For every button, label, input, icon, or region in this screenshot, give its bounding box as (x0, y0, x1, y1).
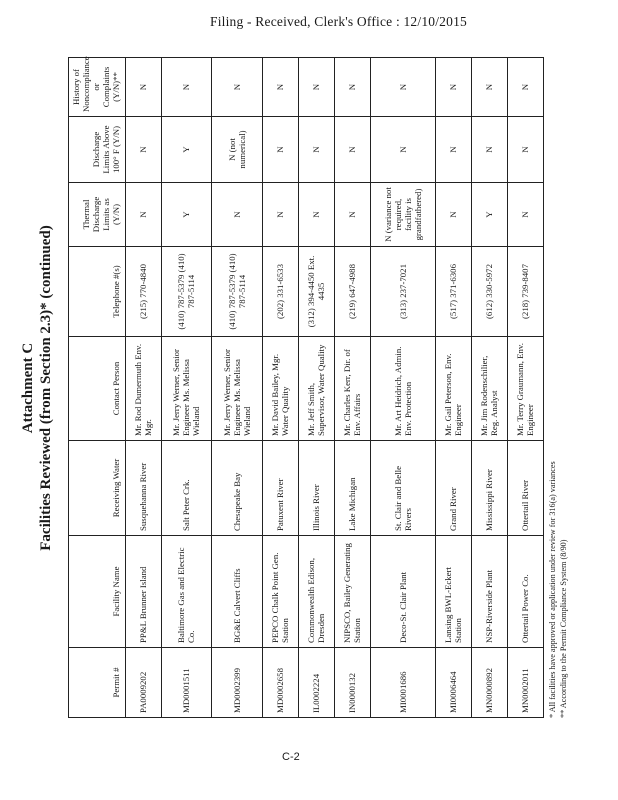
cell-facility: Ottertail Power Co. (507, 536, 543, 648)
cell-phone: (202) 331-6533 (262, 247, 298, 337)
attachment-subtitle: Facilities Reviewed (from Section 2.3)* (continued) (38, 225, 54, 551)
cell-history: N (298, 58, 334, 117)
cell-water: Grand River (435, 441, 471, 536)
cell-permit: MD0002658 (262, 648, 298, 718)
col-contact: Contact Person (69, 337, 126, 441)
table-row (262, 58, 298, 718)
cell-water: Susquehanna River (125, 441, 161, 536)
footnotes (548, 58, 569, 718)
cell-limits: N (125, 117, 161, 183)
cell-history: N (370, 58, 435, 117)
col-history: History of Noncompliance or Complaints (Y/N)** (69, 58, 126, 117)
cell-thermal: N (507, 183, 543, 247)
attachment-title: Attachment C (20, 342, 36, 434)
cell-history: N (161, 58, 212, 117)
cell-permit: MI0006464 (435, 648, 471, 718)
cell-limits: N (not numerical) (212, 117, 263, 183)
cell-permit: MN0002011 (507, 648, 543, 718)
cell-thermal: N (variance not required, facility is grandfathered) (370, 183, 435, 247)
facilities-table (68, 57, 544, 718)
table-row (298, 58, 334, 718)
cell-history: N (471, 58, 507, 117)
cell-facility: BG&E Calvert Cliffs (212, 536, 263, 648)
cell-limits: N (435, 117, 471, 183)
cell-thermal: N (125, 183, 161, 247)
cell-permit: IN0000132 (334, 648, 370, 718)
cell-phone: (612) 330-5972 (471, 247, 507, 337)
table-row (471, 58, 507, 718)
col-thermal: Thermal Discharge Limits as (Y/N) (69, 183, 126, 247)
filing-header: Filing - Received, Clerk's Office : 12/10/2015 (210, 14, 467, 29)
cell-water: Illinois River (298, 441, 334, 536)
cell-history: N (212, 58, 263, 117)
cell-thermal: Y (161, 183, 212, 247)
cell-water: Lake Michigan (334, 441, 370, 536)
cell-limits: N (262, 117, 298, 183)
cell-water: Patuxent River (262, 441, 298, 536)
cell-history: N (435, 58, 471, 117)
col-permit: Permit # (69, 648, 126, 718)
cell-facility: Commonwealth Edison, Dresden (298, 536, 334, 648)
cell-permit: IL0002224 (298, 648, 334, 718)
cell-thermal: N (435, 183, 471, 247)
cell-history: N (125, 58, 161, 117)
cell-permit: PA0009202 (125, 648, 161, 718)
cell-facility: NIPSCO, Bailey Generating Station (334, 536, 370, 648)
cell-limits: Y (161, 117, 212, 183)
cell-water: Salt Peter Crk. (161, 441, 212, 536)
cell-permit: MN0000892 (471, 648, 507, 718)
cell-thermal: N (298, 183, 334, 247)
cell-history: N (262, 58, 298, 117)
cell-contact: Mr. David Bailey, Mgr. Water Quality (262, 337, 298, 441)
cell-contact: Mr. Gail Peterson, Env. Engineer (435, 337, 471, 441)
cell-phone: (410) 787-5379 (410) 787-5114 (212, 247, 263, 337)
rotated-page (20, 56, 568, 718)
cell-history: N (507, 58, 543, 117)
table-row (370, 58, 435, 718)
cell-thermal: N (262, 183, 298, 247)
cell-facility: Baltimore Gas and Electric Co. (161, 536, 212, 648)
table-row (125, 58, 161, 718)
col-phone: Telephone #(s) (69, 247, 126, 337)
cell-contact: Mr. Jerry Werner, Senior Engineer Ms. Melissa Wieland (161, 337, 212, 441)
cell-contact: Mr. Terry Graumann, Env. Engineer (507, 337, 543, 441)
cell-limits: N (370, 117, 435, 183)
col-water: Receiving Water (69, 441, 126, 536)
cell-permit: MI0001686 (370, 648, 435, 718)
cell-thermal: N (334, 183, 370, 247)
table-row (507, 58, 543, 718)
cell-phone: (215) 770-4840 (125, 247, 161, 337)
table-row (161, 58, 212, 718)
cell-water: Chesapeake Bay (212, 441, 263, 536)
cell-facility: PEPCO Chalk Point Gen. Station (262, 536, 298, 648)
cell-thermal: Y (471, 183, 507, 247)
cell-contact: Mr. Jim Rodenschilier, Reg. Analyst (471, 337, 507, 441)
cell-phone: (312) 394-4450 Ext. 4435 (298, 247, 334, 337)
cell-phone: (517) 371-6306 (435, 247, 471, 337)
cell-permit: MD0002399 (212, 648, 263, 718)
cell-phone: (219) 647-4988 (334, 247, 370, 337)
page-number: C-2 (282, 751, 300, 763)
cell-water: Mississippi River (471, 441, 507, 536)
cell-limits: N (334, 117, 370, 183)
footnote-2: ** According to the Permit Compliance System (8/90) (558, 539, 568, 718)
table-row (212, 58, 263, 718)
cell-contact: Mr. Art Heidrich, Admin. Env. Protection (370, 337, 435, 441)
col-facility: Facility Name (69, 536, 126, 648)
footnote-1: * All facilities have approved or application under review for 316(a) variances (548, 461, 557, 718)
cell-facility: Deco-St. Clair Plant (370, 536, 435, 648)
cell-facility: Lansing BWL-Eckert Station (435, 536, 471, 648)
table-row (435, 58, 471, 718)
cell-water: St. Clair and Belle Rivers (370, 441, 435, 536)
cell-limits: N (471, 117, 507, 183)
cell-facility: NSP-Riverside Plant (471, 536, 507, 648)
cell-facility: PP&L Brunner Island (125, 536, 161, 648)
cell-contact: Mr. Charles Kerr, Dir. of Env. Affairs (334, 337, 370, 441)
table-header-row (69, 58, 126, 718)
cell-history: N (334, 58, 370, 117)
cell-phone: (313) 237-7021 (370, 247, 435, 337)
cell-phone: (410) 787-5379 (410) 787-5114 (161, 247, 212, 337)
col-limits: Discharge Limits Above 100° F (Y/N) (69, 117, 126, 183)
cell-water: Ottertail River (507, 441, 543, 536)
cell-contact: Mr. Rod Dumermuth Env. Mgr. (125, 337, 161, 441)
cell-limits: N (507, 117, 543, 183)
cell-phone: (218) 739-8407 (507, 247, 543, 337)
cell-thermal: N (212, 183, 263, 247)
cell-contact: Mr. Jeff Smith, Supervisor, Water Quality (298, 337, 334, 441)
cell-limits: N (298, 117, 334, 183)
table-row (334, 58, 370, 718)
cell-permit: MD0001511 (161, 648, 212, 718)
cell-contact: Mr. Jerry Werner, Senior Engineer Ms. Melissa Wieland (212, 337, 263, 441)
